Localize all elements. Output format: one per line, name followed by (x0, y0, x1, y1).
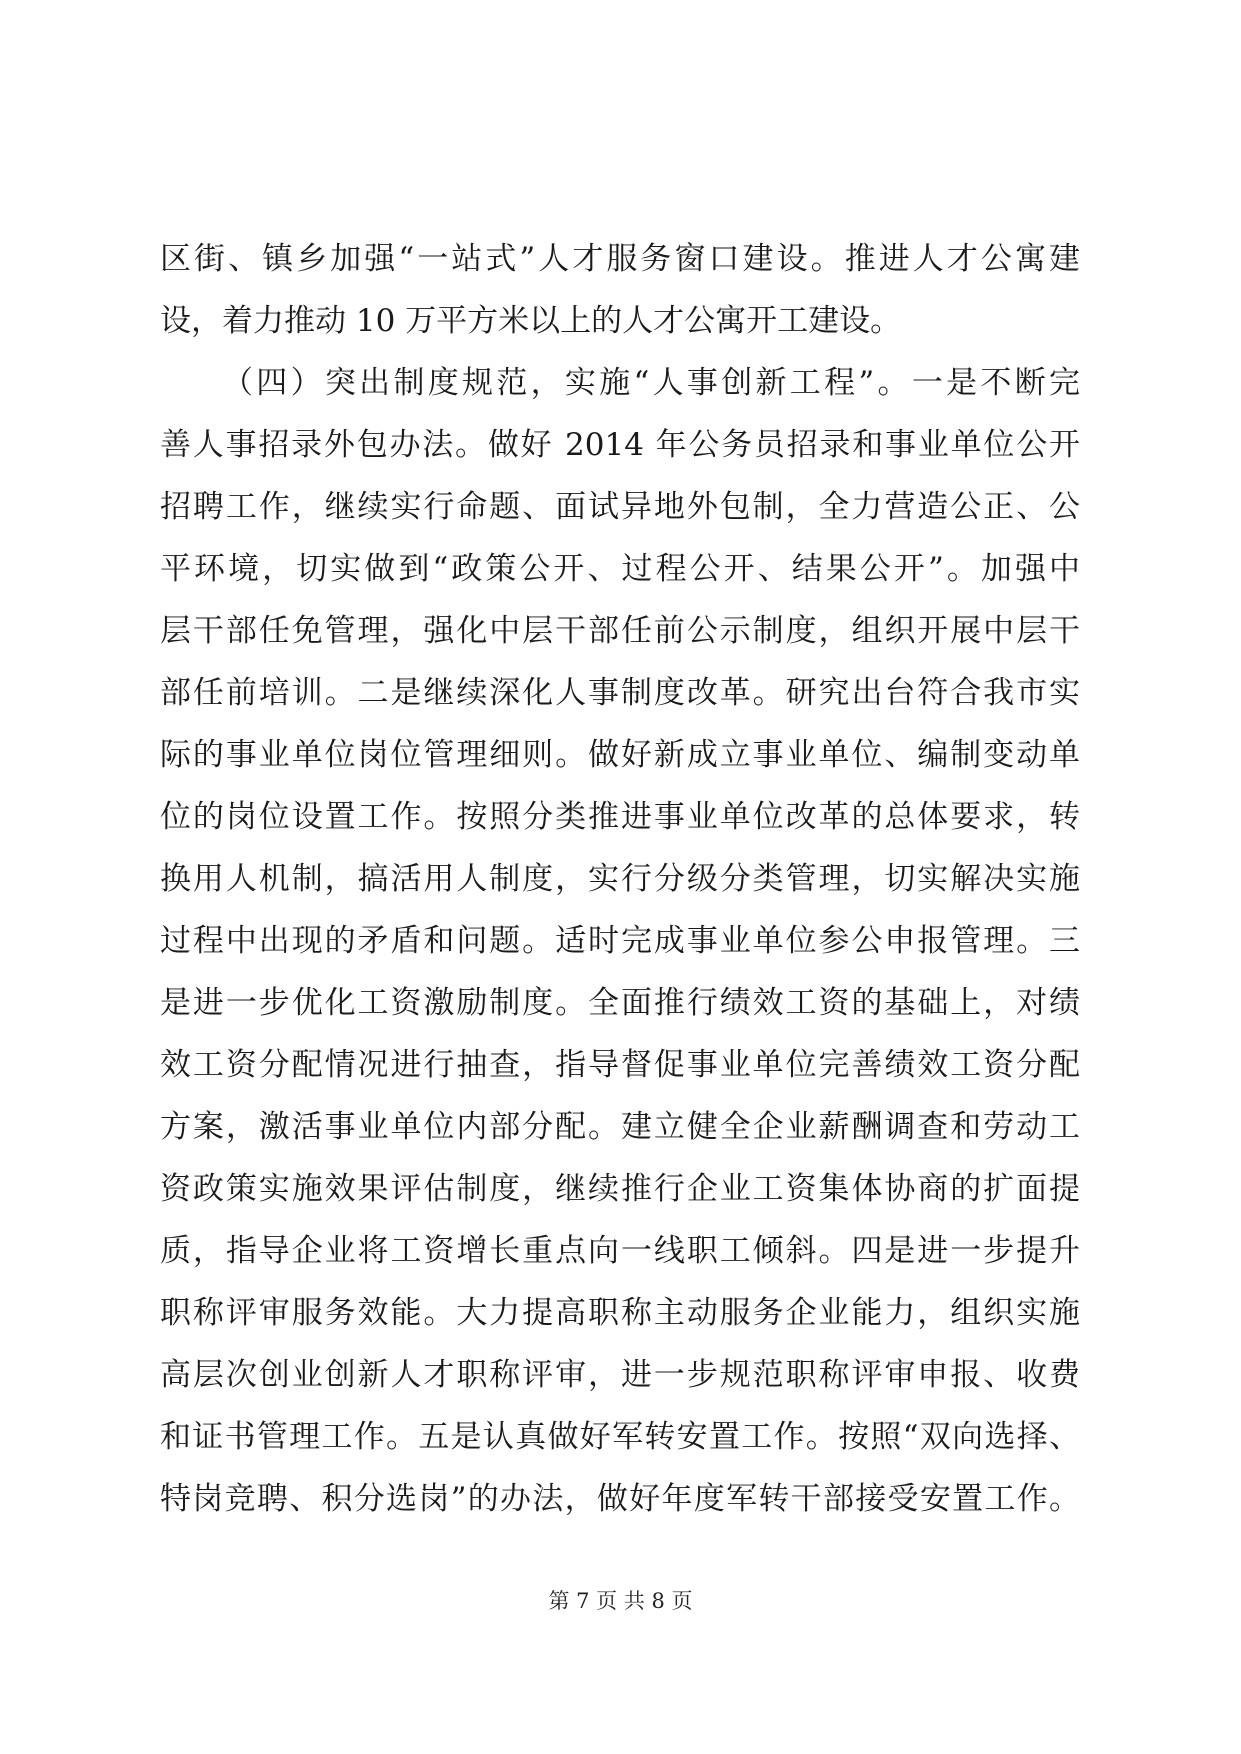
text-line: 是进一步优化工资激励制度。全面推行绩效工资的基础上，对绩 (160, 985, 1080, 1021)
text-line: 效工资分配情况进行抽查，指导督促事业单位完善绩效工资分配 (160, 1047, 1080, 1083)
text-line: 招聘工作，继续实行命题、面试异地外包制，全力营造公正、公 (160, 489, 1080, 525)
text-line: 过程中出现的矛盾和问题。适时完成事业单位参公申报管理。三 (160, 923, 1080, 959)
text-line: 设，着力推动 10 万平方米以上的人才公寓开工建设。 (160, 303, 902, 339)
text-line: 和证书管理工作。五是认真做好军转安置工作。按照“双向选择、 (160, 1419, 1080, 1455)
text-line: 际的事业单位岗位管理细则。做好新成立事业单位、编制变动单 (160, 737, 1080, 773)
text-line: 方案，激活事业单位内部分配。建立健全企业薪酬调查和劳动工 (160, 1109, 1080, 1145)
text-line: （四）突出制度规范，实施“人事创新工程”。一是不断完 (222, 365, 1080, 401)
text-line: 位的岗位设置工作。按照分类推进事业单位改革的总体要求，转 (160, 799, 1080, 835)
text-line: 层干部任免管理，强化中层干部任前公示制度，组织开展中层干 (160, 613, 1080, 649)
page-number-footer: 第 7 页 共 8 页 (548, 1589, 693, 1613)
paragraph-1 (160, 228, 1080, 352)
text-line: 部任前培训。二是继续深化人事制度改革。研究出台符合我市实 (160, 675, 1080, 711)
text-line: 职称评审服务效能。大力提高职称主动服务企业能力，组织实施 (160, 1295, 1080, 1331)
text-line: 质，指导企业将工资增长重点向一线职工倾斜。四是进一步提升 (160, 1233, 1080, 1269)
text-line: 高层次创业创新人才职称评审，进一步规范职称评审申报、收费 (160, 1357, 1080, 1393)
text-line: 换用人机制，搞活用人制度，实行分级分类管理，切实解决实施 (160, 861, 1080, 897)
text-line: 善人事招录外包办法。做好 2014 年公务员招录和事业单位公开 (160, 427, 1080, 463)
text-line: 平环境，切实做到“政策公开、过程公开、结果公开”。加强中 (160, 551, 1080, 587)
text-line: 资政策实施效果评估制度，继续推行企业工资集体协商的扩面提 (160, 1171, 1080, 1207)
paragraph-2 (160, 352, 1080, 1530)
text-line: 特岗竞聘、积分选岗”的办法，做好年度军转干部接受安置工作。 (160, 1481, 1080, 1517)
text-line: 区街、镇乡加强“一站式”人才服务窗口建设。推进人才公寓建 (160, 241, 1080, 277)
document-body (160, 228, 1080, 1530)
